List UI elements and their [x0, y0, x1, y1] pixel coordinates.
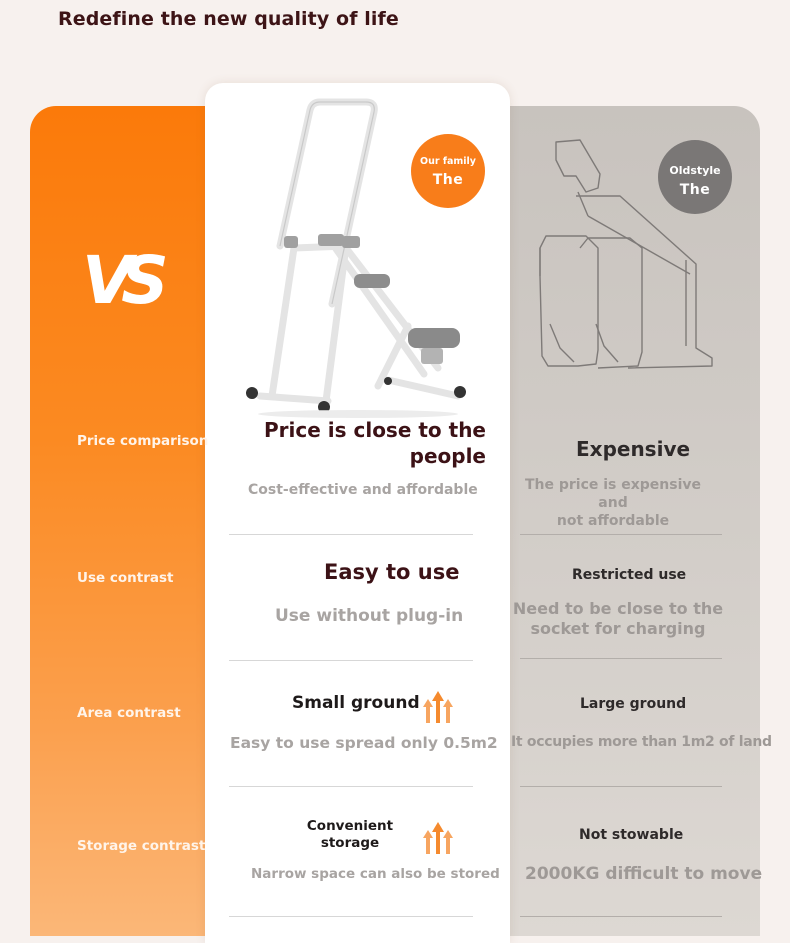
storage-ours-sub: Narrow space can also be stored: [251, 866, 500, 882]
price-ours-title-line2: people: [409, 444, 486, 468]
storage-ours-title: [300, 818, 400, 852]
badge-old-small-text: Oldstyle: [669, 164, 721, 177]
up-arrows-icon: [422, 689, 454, 725]
area-ours-title: Small ground: [292, 693, 420, 713]
orange-column: [30, 106, 230, 936]
badge-old-big-text: The: [679, 182, 711, 198]
badge-ours-big-text: The: [432, 172, 464, 188]
use-old-sub: [512, 599, 724, 639]
row-label-storage: Storage contrast: [77, 838, 206, 854]
oldstyle-badge: [658, 140, 732, 214]
divider: [229, 786, 473, 787]
divider: [520, 658, 722, 659]
divider: [520, 786, 722, 787]
price-ours-sub: Cost-effective and affordable: [248, 482, 478, 498]
use-old-sub-line1: Need to be close to the: [512, 599, 724, 618]
price-old-sub-line1: The price is expensive and: [524, 477, 702, 511]
price-old-sub-line2: not affordable: [556, 513, 670, 529]
up-arrows-icon: [422, 820, 454, 856]
row-label-area: Area contrast: [77, 705, 181, 721]
area-old-sub: It occupies more than 1m2 of land: [511, 734, 772, 750]
price-old-title: Expensive: [576, 437, 691, 461]
use-ours-title: Easy to use: [324, 560, 460, 584]
divider: [229, 534, 473, 535]
use-old-title: Restricted use: [572, 567, 687, 583]
use-old-sub-line2: socket for charging: [530, 619, 706, 638]
badge-ours-small-text: Our family: [420, 156, 476, 167]
storage-old-sub: 2000KG difficult to move: [525, 864, 763, 884]
divider: [229, 660, 473, 661]
our-family-badge: [411, 134, 485, 208]
row-label-use: Use contrast: [77, 570, 174, 586]
area-old-title: Large ground: [580, 696, 687, 712]
storage-old-title: Not stowable: [579, 827, 684, 843]
vs-logo: VS: [82, 242, 157, 319]
divider: [229, 916, 473, 917]
use-ours-sub: Use without plug-in: [275, 606, 464, 626]
divider: [520, 534, 722, 535]
storage-ours-title-line1: Convenient: [306, 818, 394, 834]
price-ours-title-line1: Price is close to the: [264, 418, 486, 442]
price-ours-title: [240, 417, 486, 469]
headline: Redefine the new quality of life: [58, 8, 399, 30]
row-label-price: Price comparison: [77, 433, 209, 449]
area-ours-sub: Easy to use spread only 0.5m2: [230, 734, 498, 752]
divider: [520, 916, 722, 917]
price-old-sub: [510, 476, 716, 530]
storage-ours-title-line2: storage: [320, 835, 380, 851]
